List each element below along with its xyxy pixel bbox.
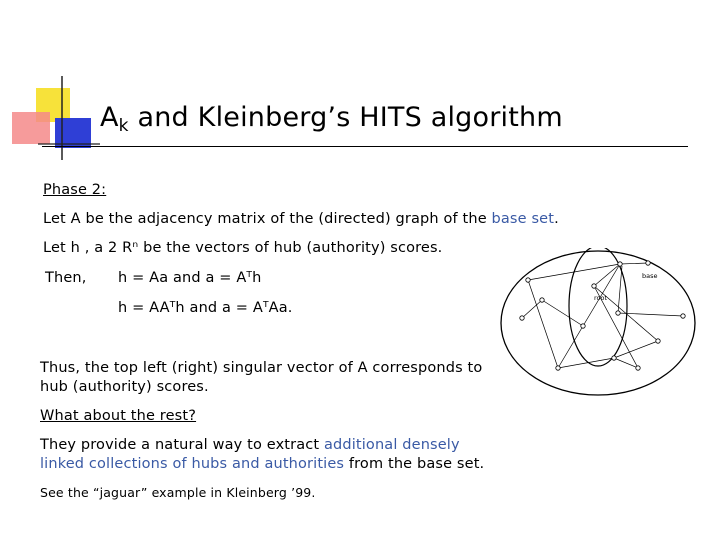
graph-edge bbox=[620, 263, 648, 264]
provide-line-2 bbox=[40, 456, 484, 472]
graph-edge bbox=[558, 326, 583, 368]
graph-edge bbox=[618, 266, 622, 313]
title-rule bbox=[42, 146, 688, 147]
base-label: base bbox=[642, 272, 658, 280]
provide-line-2-suffix: from the base set. bbox=[344, 456, 485, 472]
graph-node bbox=[592, 284, 596, 288]
graph-edge bbox=[614, 358, 638, 368]
graph-node bbox=[636, 366, 640, 370]
equation-1: h = Aa and a = Aᵀh bbox=[118, 270, 262, 286]
equation-2: h = AAᵀh and a = AᵀAa. bbox=[118, 300, 293, 316]
graph-node bbox=[616, 311, 620, 315]
graph-node bbox=[540, 298, 544, 302]
adjacency-line-suffix: . bbox=[554, 211, 559, 227]
graph-node bbox=[681, 314, 685, 318]
densely-highlight: additional densely bbox=[324, 437, 460, 453]
graph-node bbox=[612, 356, 616, 360]
graph-edge bbox=[522, 300, 542, 318]
title-main: A bbox=[100, 102, 119, 133]
provide-line-1 bbox=[40, 437, 460, 453]
root-label: root bbox=[594, 294, 608, 302]
rest-heading: What about the rest? bbox=[40, 408, 197, 424]
slide-title bbox=[100, 102, 563, 136]
graph-node bbox=[581, 324, 585, 328]
graph-edge bbox=[594, 286, 638, 368]
graph-edge bbox=[618, 313, 683, 316]
graph-edge bbox=[528, 264, 620, 280]
thus-line-2: hub (authority) scores. bbox=[40, 379, 209, 395]
title-subscript: k bbox=[118, 116, 129, 136]
base-root-diagram bbox=[498, 248, 698, 398]
collections-highlight: linked collections of hubs and authorities bbox=[40, 456, 345, 472]
then-label: Then, bbox=[45, 270, 87, 286]
adjacency-line-prefix: Let A be the adjacency matrix of the (directed) graph of the bbox=[43, 211, 492, 227]
graph-edge bbox=[594, 264, 620, 286]
graph-edge bbox=[542, 300, 583, 326]
graph-node bbox=[618, 262, 622, 266]
base-set-ellipse bbox=[501, 251, 695, 395]
base-set-highlight: base set bbox=[491, 211, 555, 227]
vectors-line: Let h , a 2 Rⁿ be the vectors of hub (authority) scores. bbox=[43, 240, 443, 256]
graph-edge bbox=[583, 264, 620, 326]
thus-line-1: Thus, the top left (right) singular vector of A corresponds to bbox=[40, 360, 483, 376]
graph-edge bbox=[558, 358, 614, 368]
adjacency-line bbox=[43, 211, 559, 227]
graph-node bbox=[646, 261, 650, 265]
graph-edge bbox=[528, 280, 558, 368]
jaguar-reference: See the “jaguar” example in Kleinberg ’99. bbox=[40, 485, 316, 500]
slide-logo bbox=[0, 0, 100, 170]
graph-node bbox=[556, 366, 560, 370]
phase-heading: Phase 2: bbox=[43, 182, 107, 198]
logo-red-square bbox=[12, 112, 50, 144]
graph-edges bbox=[522, 263, 683, 368]
graph-node bbox=[656, 339, 660, 343]
graph-node bbox=[526, 278, 530, 282]
provide-line-1-prefix: They provide a natural way to extract bbox=[40, 437, 324, 453]
title-rest: and Kleinberg’s HITS algorithm bbox=[128, 102, 563, 133]
graph-node bbox=[520, 316, 524, 320]
